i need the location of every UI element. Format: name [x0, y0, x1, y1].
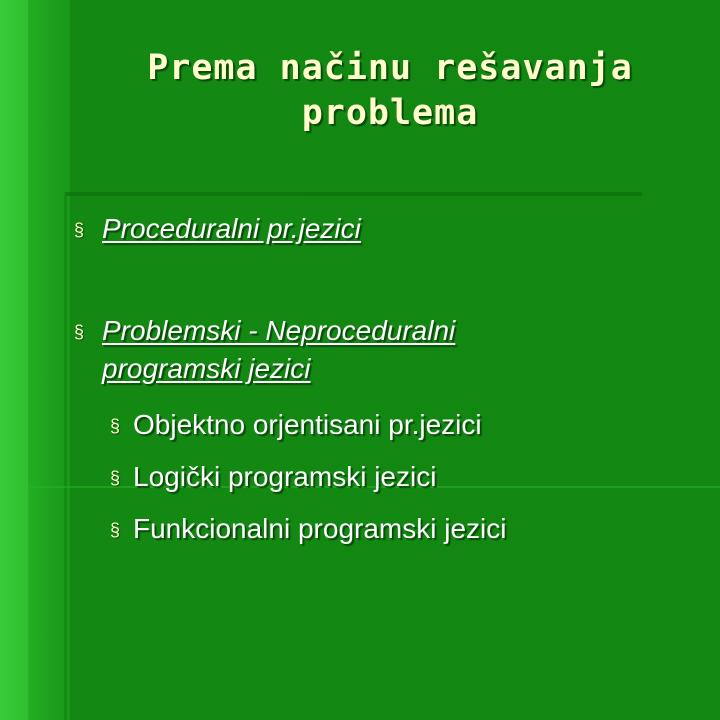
divider-line — [66, 192, 642, 196]
bullet-text: Proceduralni pr.jezici — [102, 213, 361, 244]
sub-bullet-text: Funkcionalni programski jezici — [133, 513, 507, 544]
sub-bullet-marker-icon: § — [110, 416, 121, 436]
background-band-light — [0, 0, 28, 720]
sub-bullet-item — [110, 458, 437, 496]
bullet-text-line-1: Problemski - Neproceduralni — [102, 315, 456, 346]
sub-bullet-text: Objektno orjentisani pr.jezici — [133, 409, 482, 440]
bullet-marker-icon: § — [74, 322, 85, 342]
sub-bullet-item — [110, 510, 507, 548]
slide-title — [100, 46, 680, 136]
bullet-text-line-2: programski jezici — [102, 353, 311, 384]
divider-line-vertical — [64, 192, 67, 720]
bullet-marker-icon: § — [74, 220, 85, 240]
sub-bullet-text: Logički programski jezici — [133, 461, 437, 492]
sub-bullet-marker-icon: § — [110, 520, 121, 540]
bullet-item — [74, 312, 456, 388]
slide-title-line-1: Prema načinu rešavanja — [147, 48, 633, 88]
slide-title-line-2: problema — [301, 93, 479, 133]
background-line-vertical — [28, 486, 30, 720]
bullet-item — [74, 210, 361, 248]
sub-bullet-item — [110, 406, 482, 444]
sub-bullet-marker-icon: § — [110, 468, 121, 488]
